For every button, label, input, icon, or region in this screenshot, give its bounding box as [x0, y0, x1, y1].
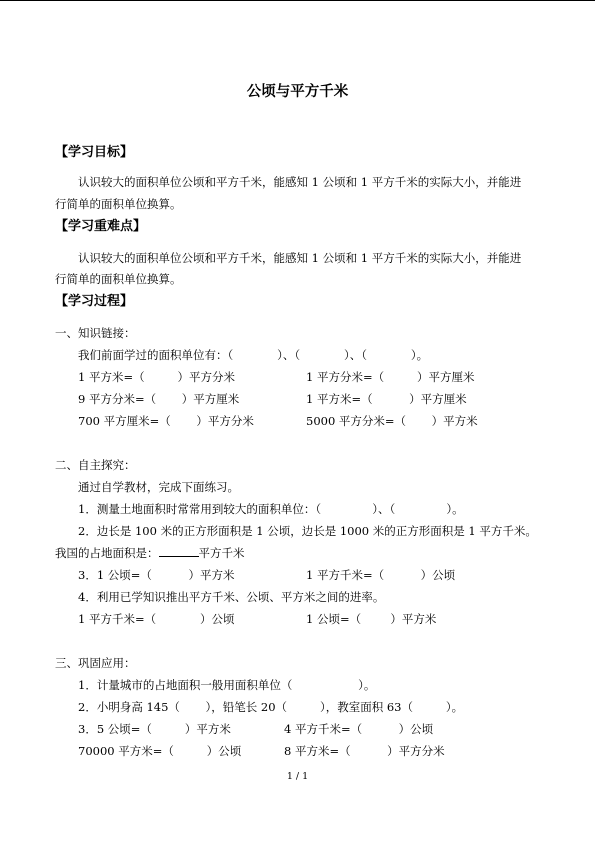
- goal-text-line-2: 行简单的面积单位换算。: [55, 197, 182, 211]
- part2-intro: 通过自学教材，完成下面练习。: [78, 480, 239, 494]
- part1-heading: 一、知识链接：: [55, 326, 136, 340]
- part2-question-1: 1．测量土地面积时常常用到较大的面积单位：（ ）、（ ）。: [78, 502, 464, 516]
- part3-question-1: 1．计量城市的占地面积一般用面积单位（ ）。: [78, 678, 376, 692]
- land-area-label: 我国的占地面积是：: [55, 546, 159, 560]
- part2-question-3-right: 1 平方千米=（ ）公顷: [306, 568, 456, 582]
- part1-row2-left: 9 平方分米=（ ）平方厘米: [78, 392, 240, 406]
- part2-question-4-right: 1 公顷=（ ）平方米: [306, 612, 437, 626]
- answer-blank[interactable]: [159, 546, 199, 557]
- part1-row3-right: 5000 平方分米=（ ）平方米: [306, 414, 478, 428]
- part1-row1-right: 1 平方分米=（ ）平方厘米: [306, 370, 475, 384]
- part2-question-3-left: 3．1 公顷=（ ）平方米: [78, 568, 235, 582]
- page-title: 公顷与平方千米: [246, 83, 349, 100]
- key-text-line-2: 行简单的面积单位换算。: [55, 272, 182, 286]
- part3-question-4-left: 70000 平方米=（ ）公顷: [78, 744, 242, 758]
- land-area-unit: 平方千米: [198, 546, 245, 560]
- part2-heading: 二、自主探究：: [55, 458, 136, 472]
- key-text-line-1: 认识较大的面积单位公顷和平方千米，能感知 1 公顷和 1 平方千米的实际大小，并能进: [78, 251, 522, 265]
- goal-heading: 【学习目标】: [55, 145, 134, 160]
- part1-row1-left: 1 平方米=（ ）平方分米: [78, 370, 236, 384]
- part3-heading: 三、巩固应用：: [55, 656, 136, 670]
- part3-question-3-right: 4 平方千米=（ ）公顷: [284, 722, 434, 736]
- part1-intro: 我们前面学过的面积单位有：（ ）、（ ）、（ ）。: [78, 348, 429, 362]
- part3-question-2: 2．小明身高 145（ ），铅笔长 20（ ），教室面积 63（ ）。: [78, 700, 464, 714]
- part3-question-3-left: 3．5 公顷=（ ）平方米: [78, 722, 231, 736]
- key-points-heading: 【学习重难点】: [55, 219, 147, 234]
- header-rule: [0, 0, 595, 1]
- part2-question-4: 4．利用已学知识推出平方千米、公顷、平方米之间的进率。: [78, 590, 385, 604]
- part1-row3-left: 700 平方厘米=（ ）平方分米: [78, 414, 254, 428]
- part2-question-2-line-2: [55, 545, 245, 561]
- part3-question-4-right: 8 平方米=（ ）平方分米: [284, 744, 445, 758]
- part2-question-2-line-1: 2．边长是 100 米的正方形面积是 1 公顷，边长是 1000 米的正方形面积是 1 平方千米。: [78, 524, 537, 538]
- process-heading: 【学习过程】: [55, 294, 134, 309]
- goal-text-line-1: 认识较大的面积单位公顷和平方千米，能感知 1 公顷和 1 平方千米的实际大小，并能进: [78, 175, 522, 189]
- part2-question-4-left: 1 平方千米=（ ）公顷: [78, 612, 235, 626]
- part1-row2-right: 1 平方米=（ ）平方厘米: [306, 392, 467, 406]
- page-number: 1 / 1: [286, 771, 309, 782]
